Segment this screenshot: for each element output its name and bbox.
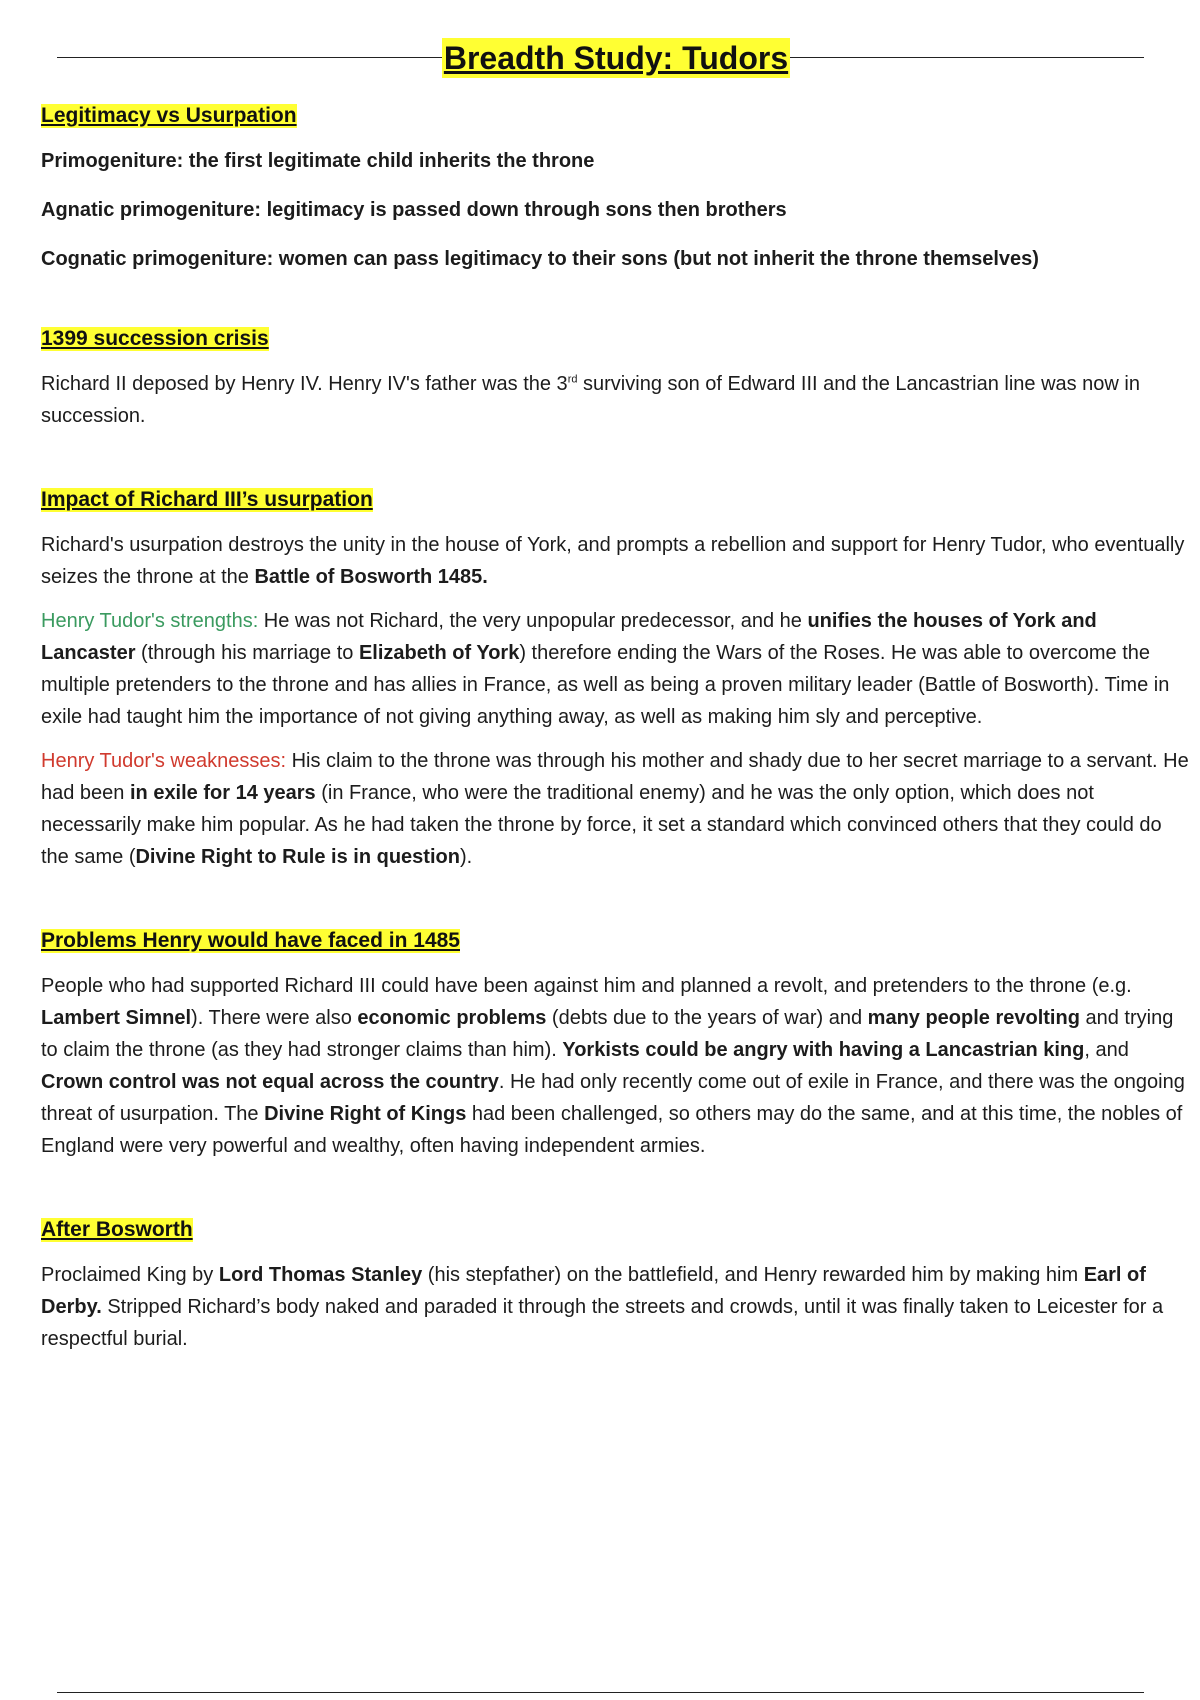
heading-bosworth: After Bosworth xyxy=(41,1218,193,1241)
bold-run: economic problems xyxy=(357,1007,547,1029)
agnatic-line: Agnatic primogeniture: legitimacy is passed down through sons then brothers xyxy=(41,199,787,221)
paragraph-impact xyxy=(41,529,1191,593)
text-run: surviving son of Edward III and the Lancastrian line was now in succession. xyxy=(41,373,1140,427)
paragraph-problems xyxy=(41,970,1191,1162)
text-run: (through his marriage to xyxy=(135,642,359,664)
text-run: Stripped Richard’s body naked and paraded it through the streets and crowds, until it was finally taken to Leicester for a respectful burial. xyxy=(41,1296,1164,1350)
text-run: . He had only recently come out of exile in France, and there was the ongoing threat of usurpation. The xyxy=(41,1071,1185,1125)
bold-run: Lord Thomas Stanley xyxy=(218,1264,423,1286)
text-run: Richard II deposed by Henry IV. Henry IV's father was the 3 xyxy=(41,373,568,395)
text-run: (debts due to the years of war) and xyxy=(546,1007,868,1029)
text-run: and trying to claim the throne (as they had stronger claims than him). xyxy=(41,1007,1174,1061)
superscript: rd xyxy=(567,373,578,386)
section-problems xyxy=(41,929,1191,1162)
paragraph-strengths xyxy=(41,605,1191,733)
text-run: His claim to the throne was through his mother and shady due to her secret marriage to a servant. He had been xyxy=(41,750,1189,804)
document-body xyxy=(41,104,1191,1355)
bold-run: in exile for 14 years xyxy=(129,782,316,804)
weaknesses-label: Henry Tudor's weaknesses: xyxy=(41,750,287,772)
text-run: ) therefore ending the Wars of the Roses. He was able to overcome the multiple pretenders to the throne and has allies in France, as well as being a proven military leader (Battle of Bosworth). Time in exile had taught him the importance of not giving anything away, as well as making him sly and perceptive. xyxy=(41,642,1170,728)
heading-legitimacy: Legitimacy vs Usurpation xyxy=(41,104,297,127)
text-run: (in France, who were the traditional enemy) and he was the only option, which does not necessarily make him popular. As he had taken the throne by force, it set a standard which convinced others that they could do the same ( xyxy=(41,782,1162,868)
primogeniture-line: Primogeniture: the first legitimate child inherits the throne xyxy=(41,150,595,172)
paragraph-weaknesses xyxy=(41,745,1191,873)
text-run: had been challenged, so others may do the same, and at this time, the nobles of England were very powerful and wealthy, often having independent armies. xyxy=(41,1103,1183,1157)
page-title: Breadth Study: Tudors xyxy=(443,40,789,76)
text-run: ). There were also xyxy=(191,1007,358,1029)
text-run: ). xyxy=(459,846,473,868)
section-1399 xyxy=(41,327,1191,432)
bold-run: Battle of Bosworth 1485. xyxy=(254,566,488,588)
heading-impact: Impact of Richard III’s usurpation xyxy=(41,488,373,511)
bold-run: Lambert Simnel xyxy=(41,1007,192,1029)
section-bosworth xyxy=(41,1218,1191,1355)
text-run: (his stepfather) on the battlefield, and Henry rewarded him by making him xyxy=(422,1264,1084,1286)
title-wrap xyxy=(0,38,1200,78)
text-run: People who had supported Richard III could have been against him and planned a revolt, and pretenders to the throne (e.g. xyxy=(41,975,1132,997)
bold-run: unifies the houses of York and Lancaster xyxy=(41,610,1097,664)
bold-run: many people revolting xyxy=(867,1007,1080,1029)
bold-run: Divine Right of Kings xyxy=(264,1103,467,1125)
text-run: He was not Richard, the very unpopular predecessor, and he xyxy=(258,610,808,632)
section-legitimacy xyxy=(41,104,1191,275)
paragraph-1399 xyxy=(41,368,1191,432)
bold-run: Elizabeth of York xyxy=(358,642,520,664)
paragraph-bosworth xyxy=(41,1259,1191,1355)
text-run: Proclaimed King by xyxy=(41,1264,219,1286)
cognatic-line: Cognatic primogeniture: women can pass legitimacy to their sons (but not inherit the throne themselves) xyxy=(41,248,1039,270)
bold-run: Earl of Derby. xyxy=(41,1264,1146,1318)
bold-run: Crown control was not equal across the country xyxy=(41,1071,499,1093)
section-impact xyxy=(41,488,1191,873)
text-run: Richard's usurpation destroys the unity in the house of York, and prompts a rebellion and support for Henry Tudor, who eventually seizes the throne at the xyxy=(41,534,1185,588)
heading-1399: 1399 succession crisis xyxy=(41,327,269,350)
strengths-label: Henry Tudor's strengths: xyxy=(41,610,259,632)
heading-problems: Problems Henry would have faced in 1485 xyxy=(41,929,460,952)
bold-run: Yorkists could be angry with having a Lancastrian king xyxy=(562,1039,1085,1061)
text-run: , and xyxy=(1084,1039,1129,1061)
footer-rule xyxy=(57,1692,1144,1693)
bold-run: Divine Right to Rule is in question xyxy=(135,846,460,868)
